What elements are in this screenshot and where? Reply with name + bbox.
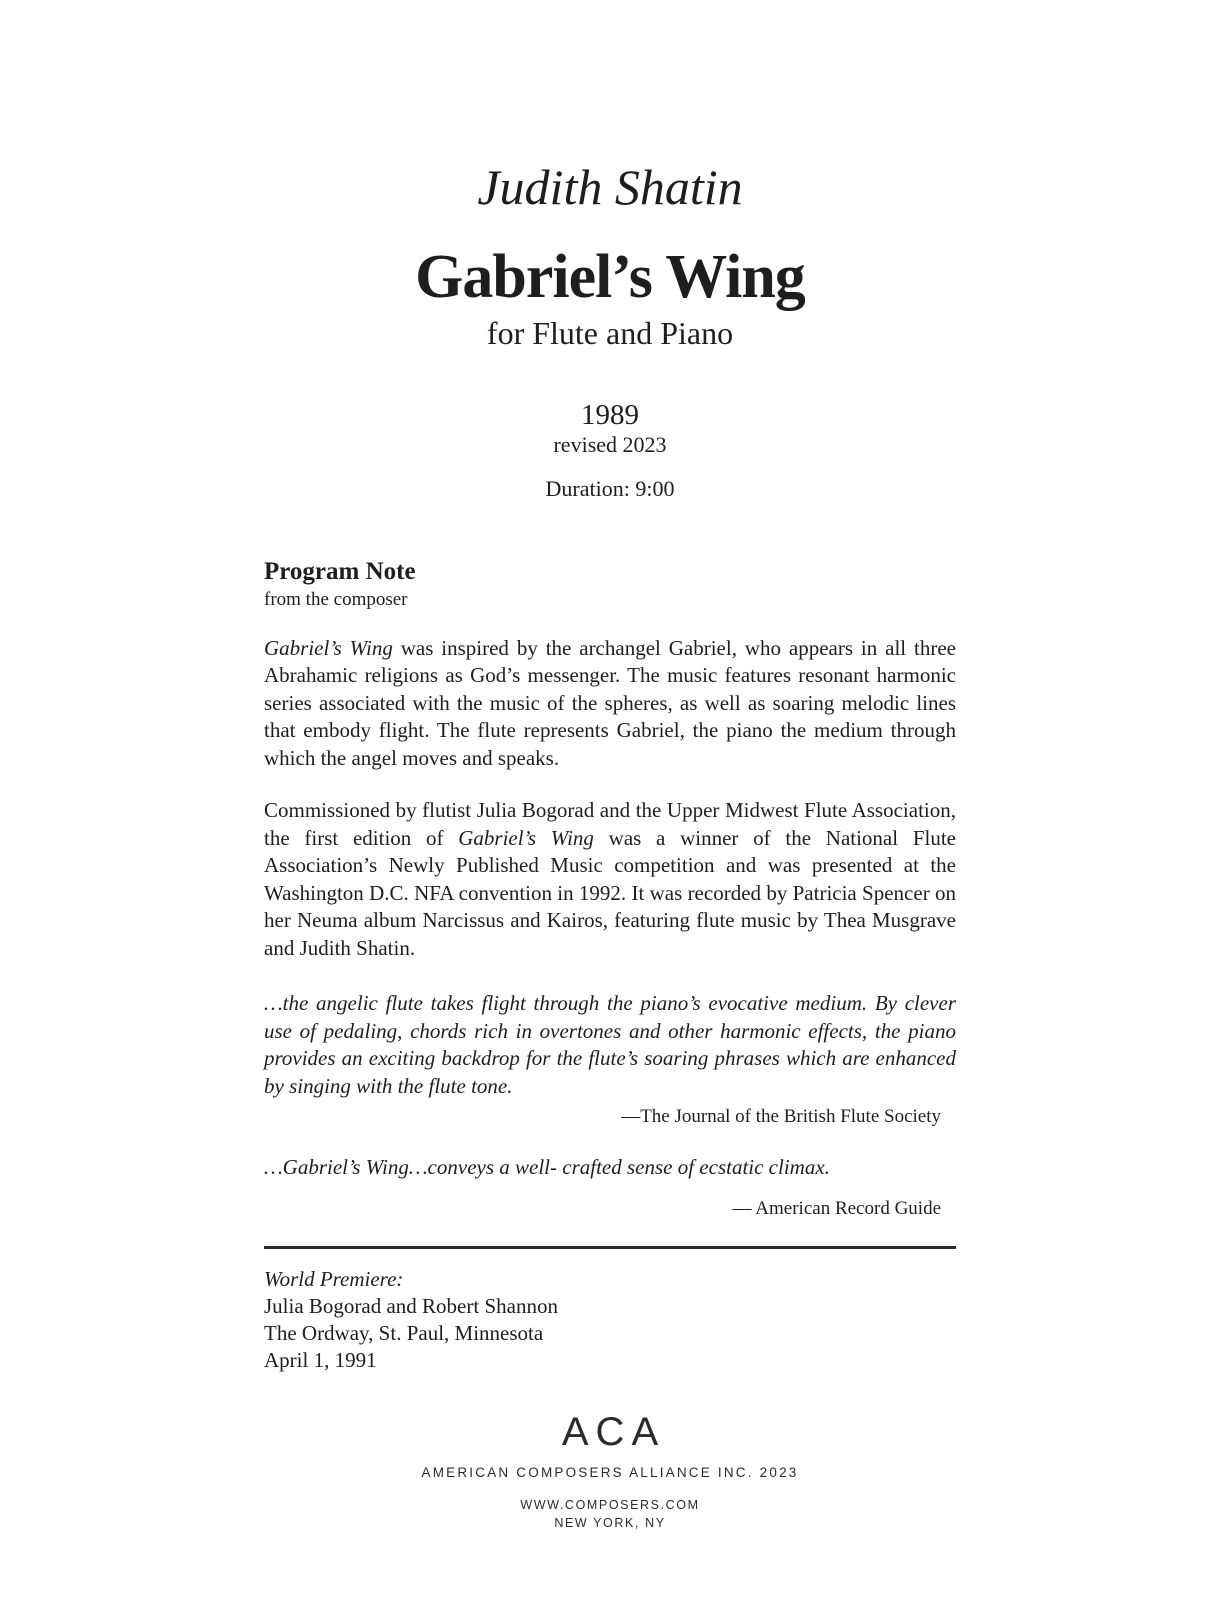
revision-note: revised 2023 xyxy=(553,432,667,458)
review-attribution-2: — American Record Guide xyxy=(732,1197,941,1219)
divider-rule xyxy=(264,1246,956,1249)
premiere-date: April 1, 1991 xyxy=(264,1347,377,1372)
composition-year: 1989 xyxy=(581,399,639,432)
program-note-heading: Program Note xyxy=(264,557,416,585)
review-quote-1: …the angelic flute takes flight through the piano’s evocative medium. By clever use of pedaling, chords rich in overtones and other harmonic effects, the piano provides an exciting backdrop for the flute’s soaring phrases which are enhanced by singing with the flute tone. xyxy=(264,991,956,1098)
premiere-venue: The Ordway, St. Paul, Minnesota xyxy=(264,1320,544,1345)
work-subtitle: for Flute and Piano xyxy=(486,315,734,352)
program-note-paragraph-2 xyxy=(264,797,956,962)
composer-name: Judith Shatin xyxy=(477,159,743,215)
publisher-name: AMERICAN COMPOSERS ALLIANCE INC. 2023 xyxy=(421,1464,799,1480)
premiere-label: World Premiere: xyxy=(264,1266,404,1291)
work-title: Gabriel’s Wing xyxy=(415,243,805,311)
publisher-block xyxy=(264,1409,956,1530)
program-note-byline: from the composer xyxy=(264,588,408,610)
paragraph-text: was inspired by the archangel Gabriel, who appears in all three Abrahamic religions as God’s messenger. The music features resonant harmonic series associated with the music of the spheres, as well as soaring melodic lines that embody flight. The flute represents Gabriel, the piano the medium through which the angel moves and speaks. xyxy=(264,635,956,770)
duration-note: Duration: 9:00 xyxy=(545,476,675,502)
paragraph-text: Commissioned by flutist Julia Bogorad and the Upper Midwest Flute Association, the first edition of xyxy=(264,798,956,850)
premiere-block xyxy=(264,1266,956,1374)
review-quote-2: …Gabriel’s Wing…conveys a well- crafted sense of ecstatic climax. xyxy=(264,1155,830,1180)
program-note-paragraph-1 xyxy=(264,635,956,773)
publisher-logo: ACA xyxy=(561,1409,666,1454)
work-title-inline: Gabriel’s Wing xyxy=(458,825,594,850)
content-column xyxy=(258,160,956,1529)
publisher-city: NEW YORK, NY xyxy=(554,1515,666,1530)
work-title-inline: Gabriel’s Wing xyxy=(264,635,393,660)
publisher-website: WWW.COMPOSERS.COM xyxy=(520,1498,700,1513)
premiere-performers: Julia Bogorad and Robert Shannon xyxy=(264,1293,558,1318)
paragraph-text: was a winner of the National Flute Association’s Newly Published Music competition and was presented at the Washington D.C. NFA convention in 1992. It was recorded by Patricia Spencer on her Neuma album Narcissus and Kairos, featuring flute music by Thea Musgrave and Judith Shatin. xyxy=(264,825,956,960)
title-block xyxy=(264,160,956,502)
review-attribution-1: —The Journal of the British Flute Society xyxy=(621,1106,941,1128)
